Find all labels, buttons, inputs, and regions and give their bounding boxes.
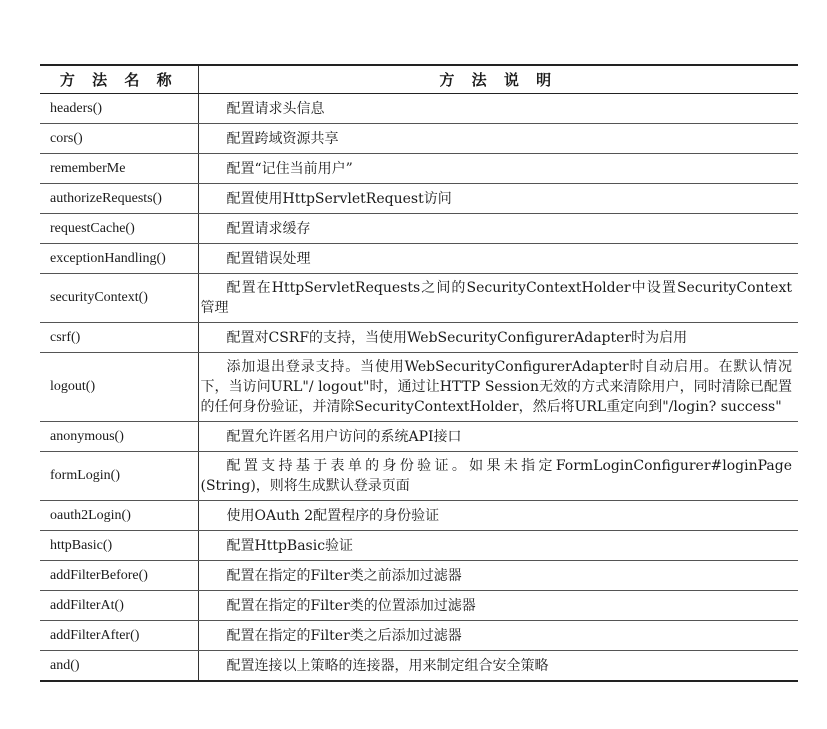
method-description: 配置支持基于表单的身份验证。如果未指定FormLoginConfigurer#loginPage (String)，则将生成默认登录页面 xyxy=(198,452,798,501)
method-description: 配置请求头信息 xyxy=(198,94,798,124)
table-row xyxy=(40,353,798,422)
method-description: 使用OAuth 2配置程序的身份验证 xyxy=(198,501,798,531)
method-name: formLogin() xyxy=(40,452,198,501)
method-name: addFilterAt() xyxy=(40,591,198,621)
method-name: requestCache() xyxy=(40,214,198,244)
method-name: oauth2Login() xyxy=(40,501,198,531)
table-row xyxy=(40,501,798,531)
header-row xyxy=(40,65,798,94)
table-row xyxy=(40,621,798,651)
table-row xyxy=(40,422,798,452)
table-row xyxy=(40,214,798,244)
table-row xyxy=(40,184,798,214)
table-row xyxy=(40,124,798,154)
header-method-description: 方 法 说 明 xyxy=(198,65,798,94)
method-name: exceptionHandling() xyxy=(40,244,198,274)
table-body xyxy=(40,94,798,682)
table-row xyxy=(40,323,798,353)
method-name: addFilterAfter() xyxy=(40,621,198,651)
header-method-name: 方 法 名 称 xyxy=(40,65,198,94)
method-name: logout() xyxy=(40,353,198,422)
table-row xyxy=(40,154,798,184)
table-row xyxy=(40,94,798,124)
method-description: 配置HttpBasic验证 xyxy=(198,531,798,561)
method-name: addFilterBefore() xyxy=(40,561,198,591)
method-name: rememberMe xyxy=(40,154,198,184)
methods-table xyxy=(40,64,798,682)
table-row xyxy=(40,274,798,323)
method-name: authorizeRequests() xyxy=(40,184,198,214)
method-description: 配置在指定的Filter类之前添加过滤器 xyxy=(198,561,798,591)
method-description: 配置连接以上策略的连接器，用来制定组合安全策略 xyxy=(198,651,798,682)
method-description: 配置跨域资源共享 xyxy=(198,124,798,154)
method-description: 添加退出登录支持。当使用WebSecurityConfigurerAdapter时自动启用。在默认情况下，当访问URL"/ logout"时，通过让HTTP Session无效的方式来清除用户，同时清除已配置的任何身份验证，并清除SecurityContextHolder，然后将URL重定向到"/login? success" xyxy=(198,353,798,422)
table-row xyxy=(40,591,798,621)
method-name: cors() xyxy=(40,124,198,154)
method-description: 配置在HttpServletRequests之间的SecurityContextHolder中设置SecurityContext管理 xyxy=(198,274,798,323)
method-description: 配置在指定的Filter类之后添加过滤器 xyxy=(198,621,798,651)
table-row xyxy=(40,452,798,501)
table-row xyxy=(40,561,798,591)
table-row xyxy=(40,531,798,561)
methods-table-container xyxy=(40,64,798,682)
method-name: httpBasic() xyxy=(40,531,198,561)
method-description: 配置在指定的Filter类的位置添加过滤器 xyxy=(198,591,798,621)
method-description: 配置“记住当前用户” xyxy=(198,154,798,184)
table-row xyxy=(40,651,798,682)
method-name: csrf() xyxy=(40,323,198,353)
method-description: 配置请求缓存 xyxy=(198,214,798,244)
table-row xyxy=(40,244,798,274)
method-name: anonymous() xyxy=(40,422,198,452)
method-description: 配置使用HttpServletRequest访问 xyxy=(198,184,798,214)
method-name: securityContext() xyxy=(40,274,198,323)
method-name: headers() xyxy=(40,94,198,124)
method-name: and() xyxy=(40,651,198,682)
method-description: 配置允许匿名用户访问的系统API接口 xyxy=(198,422,798,452)
method-description: 配置错误处理 xyxy=(198,244,798,274)
method-description: 配置对CSRF的支持，当使用WebSecurityConfigurerAdapter时为启用 xyxy=(198,323,798,353)
table-header xyxy=(40,65,798,94)
